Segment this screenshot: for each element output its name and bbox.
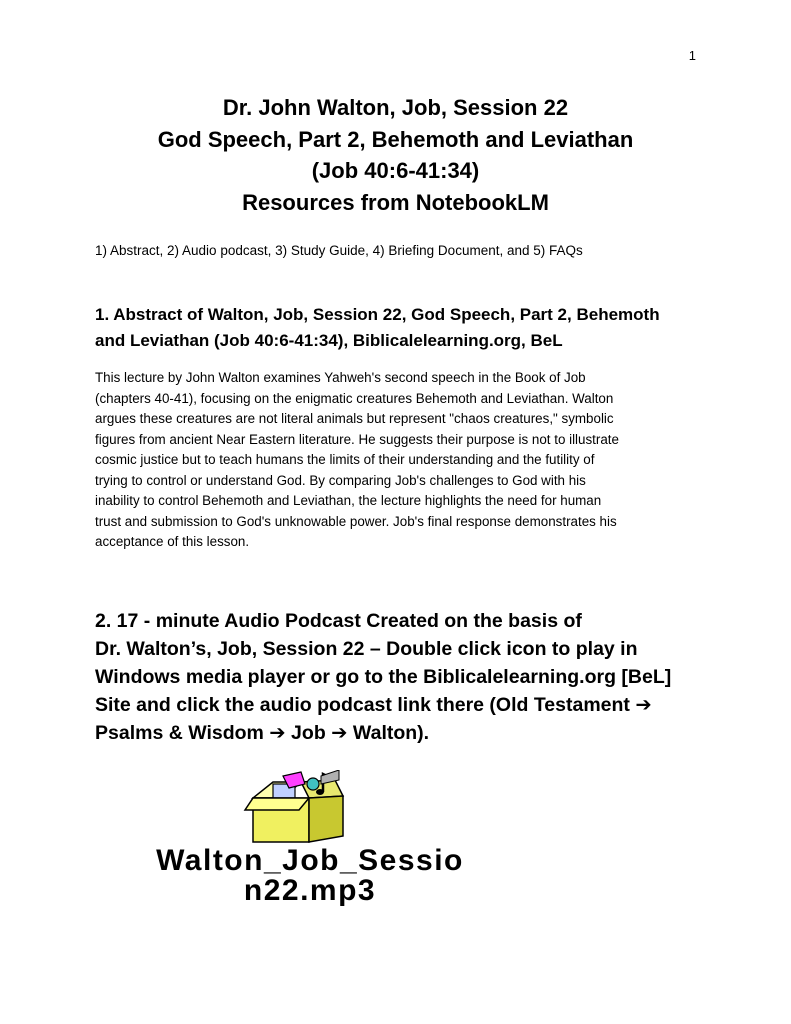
section-2-line-4 — [95, 691, 735, 719]
file-name-line-2: n22.mp3 — [243, 874, 377, 907]
arrow-right-icon: ➔ — [269, 721, 286, 744]
section-2-line-1: 2. 17 - minute Audio Podcast Created on the basis of — [95, 610, 582, 632]
document-title — [0, 92, 791, 218]
page-number: 1 — [688, 48, 696, 63]
section-2-heading — [95, 607, 735, 747]
abstract-line: trying to control or understand God. By comparing Job's challenges to God with his — [95, 472, 586, 488]
audio-attachment[interactable] — [95, 770, 525, 910]
abstract-line: This lecture by John Walton examines Yahweh's second speech in the Book of Job — [95, 370, 586, 385]
audio-file-name[interactable] — [95, 846, 525, 906]
section-2-line-3: Windows media player or go to the Biblicalelearning.org [BeL] — [95, 666, 672, 688]
package-icon — [243, 770, 353, 845]
title-line-3: (Job 40:6-41:34) — [311, 158, 480, 183]
section-1-heading-line-1: 1. Abstract of Walton, Job, Session 22, God Speech, Part 2, Behemoth — [95, 305, 660, 324]
arrow-right-icon: ➔ — [331, 721, 348, 744]
section-1-heading-line-2: and Leviathan (Job 40:6-41:34), Biblicalelearning.org, BeL — [95, 330, 563, 350]
title-line-4: Resources from NotebookLM — [242, 189, 549, 215]
breadcrumb-walton: Walton). — [347, 722, 430, 744]
breadcrumb-psalms-wisdom: Psalms & Wisdom — [95, 722, 270, 744]
abstract-line: cosmic justice but to teach humans the limits of their understanding and the futility of — [95, 452, 595, 467]
abstract-line: argues these creatures are not literal animals but represent "chaos creatures," symbolic — [95, 411, 614, 426]
section-1-heading — [95, 302, 705, 353]
title-line-1: Dr. John Walton, Job, Session 22 — [222, 95, 569, 120]
section-2-line-5 — [95, 719, 735, 747]
title-line-2: God Speech, Part 2, Behemoth and Leviathan — [157, 126, 634, 152]
section-2-line-2: Dr. Walton’s, Job, Session 22 – Double click icon to play in — [95, 638, 638, 660]
abstract-line: acceptance of this lesson. — [95, 534, 250, 549]
abstract-line: figures from ancient Near Eastern literature. He suggests their purpose is not to illustrate — [95, 431, 619, 447]
contents-line: 1) Abstract, 2) Audio podcast, 3) Study Guide, 4) Briefing Document, and 5) FAQs — [95, 243, 583, 258]
abstract-line: (chapters 40-41), focusing on the enigmatic creatures Behemoth and Leviathan. Walton — [95, 390, 614, 406]
abstract-line: inability to control Behemoth and Leviathan, the lecture highlights the need for human — [95, 493, 602, 508]
file-name-line-1: Walton_Job_Sessio — [156, 844, 464, 877]
breadcrumb-job: Job — [285, 722, 332, 744]
abstract-line: trust and submission to God's unknowable power. Job's final response demonstrates his — [95, 513, 617, 529]
section-2-line-4-text: Site and click the audio podcast link there (Old Testament — [95, 694, 636, 716]
arrow-right-icon: ➔ — [635, 693, 652, 716]
abstract-paragraph — [95, 368, 715, 553]
